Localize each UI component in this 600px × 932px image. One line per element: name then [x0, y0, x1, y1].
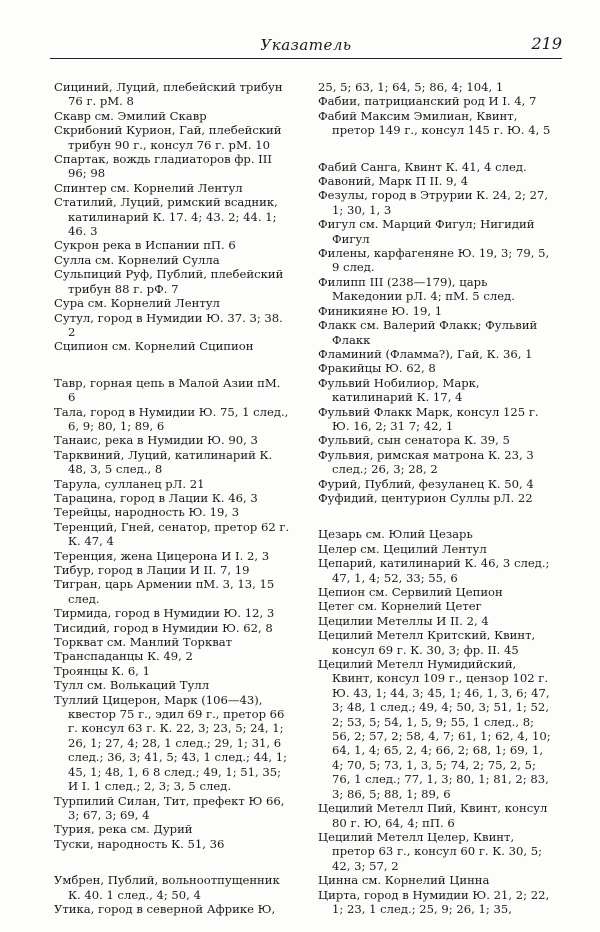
section-gap	[318, 138, 554, 160]
index-entry: Турпилий Силан, Тит, префект Ю 66, 3; 67, 3; 69, 4	[54, 793, 285, 822]
index-entry: Торкват см. Манлий Торкват	[54, 635, 233, 650]
section-gap	[54, 851, 290, 873]
index-entry: Тарацина, город в Лации К. 46, 3	[54, 490, 258, 505]
index-column-right	[318, 80, 554, 916]
page-header	[50, 34, 562, 59]
index-entry: Сукрон река в Испании пП. 6	[54, 238, 236, 253]
index-entry: Тарула, сулланец рЛ. 21	[54, 476, 205, 491]
index-entry: Цинна см. Корнелий Цинна	[318, 873, 490, 888]
index-entry: Цирта, город в Нумидии Ю. 21, 2; 22, 1; 23, 1 след.; 25, 9; 26, 1; 35,	[318, 887, 550, 916]
index-entry: Фульвий Флакк Марк, консул 125 г. Ю. 16, 2; 31 7; 42, 1	[318, 404, 539, 433]
page-number: 219	[531, 34, 562, 53]
index-entry: Цезарь см. Юлий Цезарь	[318, 527, 473, 542]
index-entry: Сульпиций Руф, Публий, плебейский трибун 88 г. рФ. 7	[54, 267, 284, 296]
index-entry: Туски, народность К. 51, 36	[54, 836, 225, 851]
index-entry: Цетег см. Корнелий Цетег	[318, 599, 482, 614]
index-entry: Филипп III (238—179), царь Македонии рЛ. 4; пМ. 5 след.	[318, 274, 515, 304]
index-entry: Тарквиний, Луций, катилинарий К. 48, 3, 5 след., 8	[54, 447, 273, 477]
index-entry: Фламиний (Фламма?), Гай, К. 36, 1	[318, 346, 533, 361]
index-entry: Умбрен, Публий, вольноотпущенник К. 40. 1 след., 4; 50, 4	[54, 873, 280, 902]
index-entry: Фульвия, римская матрона К. 23, 3 след.; 26, 3; 28, 2	[318, 447, 534, 477]
index-entry: Цецилий Метелл Пий, Квинт, консул 80 г. Ю, 64, 4; пП. 6	[318, 801, 548, 830]
index-entry: Тисидий, город в Нумидии Ю. 62, 8	[54, 620, 273, 635]
index-entry: Фабии, патрицианский род И I. 4, 7	[318, 94, 537, 109]
index-entry: Сципион см. Корнелий Сципион	[54, 339, 254, 354]
index-column-left	[54, 80, 290, 916]
index-entry: Цецилий Метелл Целер, Квинт, претор 63 г., консул 60 г. К. 30, 5; 42, 3; 57, 2	[318, 829, 543, 873]
index-entry: Скрибоний Курион, Гай, плебейский трибун 90 г., консул 76 г. рМ. 10	[54, 123, 282, 152]
index-entry: Троянцы К. 6, 1	[54, 663, 151, 678]
index-entry: Спартак, вождь гладиаторов фр. III 96; 98	[54, 152, 272, 181]
section-gap	[318, 505, 554, 527]
index-entry: Фавоний, Марк П II. 9, 4	[318, 174, 469, 189]
index-entry: Терейцы, народность Ю. 19, 3	[54, 505, 240, 520]
index-entry: Финикияне Ю. 19, 1	[318, 303, 443, 318]
index-entry: Скавр см. Эмилий Скавр	[54, 108, 207, 123]
index-entry: Турия, река см. Дурий	[54, 822, 193, 837]
index-entry: Филены, карфагеняне Ю. 19, 3; 79, 5, 9 след.	[318, 246, 550, 275]
index-entry: Тулл см. Волькаций Тулл	[54, 678, 210, 693]
index-entry: Теренций, Гней, сенатор, претор 62 г. К. 47, 4	[54, 519, 290, 549]
index-entry: Цепион см. Сервилий Цепион	[318, 585, 503, 599]
index-entry: Транспаданцы К. 49, 2	[54, 649, 193, 664]
index-entry: Тирмида, город в Нумидии Ю. 12, 3	[54, 606, 275, 621]
index-entry: Сициний, Луций, плебейский трибун 76 г. рМ. 8	[54, 80, 283, 109]
index-entry: Тавр, горная цепь в Малой Азии пМ. 6	[54, 375, 281, 405]
index-entry: Фигул см. Марций Фигул; Нигидий Фигул	[318, 217, 535, 246]
index-entry: Цецилий Метелл Нумидийский, Квинт, консул 109 г., цензор 102 г. Ю. 43, 1; 44, 3; 45, 1; 46, 1, 3, 6; 47, 3; 48, 1 след.; 49, 4; 50, 3; 51, 1; 52, 2; 53, 5; 54, 1, 5, 9; 55, 1 след., 8; 56, 2; 57, 2; 58, 4, 7; 61, 1; 62, 4, 10; 64, 1, 4; 65, 2, 4; 66, 2; 68, 1; 69, 1, 4; 70, 5; 73, 1, 3, 5; 74, 2; 75, 2, 5; 76, 1 след.; 77, 1, 3; 80, 1; 81, 2; 83, 3; 86, 5; 88, 1; 89, 6	[318, 657, 551, 801]
index-entry: Тибур, город в Лации И II. 7, 19	[54, 563, 250, 577]
index-entry: Фульвий Нобилиор, Марк, катилинарий К. 17, 4	[318, 375, 480, 405]
index-entry: Тала, город в Нумидии Ю. 75, 1 след., 6, 9; 80, 1; 89, 6	[54, 404, 289, 433]
index-entry: Статилий, Луций, римский всадник, катилинарий К. 17. 4; 43. 2; 44. 1; 46. 3	[54, 195, 278, 239]
index-entry: Теренция, жена Цицерона И I. 2, 3	[54, 548, 270, 563]
index-entry: Сулла см. Корнелий Сулла	[54, 252, 220, 267]
section-gap	[54, 354, 290, 376]
index-entry: Тигран, царь Армении пМ. 3, 13, 15 след.	[54, 577, 275, 606]
index-entry: Фезулы, город в Этрурии К. 24, 2; 27, 1; 30, 1, 3	[318, 188, 549, 217]
index-entry: Фульвий, сын сенатора К. 39, 5	[318, 433, 510, 448]
index-entry: Фабий Санга, Квинт К. 41, 4 след.	[318, 159, 527, 174]
index-entry: Туллий Цицерон, Марк (106—43), квестор 75 г., эдил 69 г., претор 66 г. консул 63 г. К. 22, 3; 23, 5; 24, 1; 26, 1; 27, 4; 28, 1 след.; 29, 1; 31, 6 след.; 36, 3; 41, 5; 43, 1 след.; 44, 1; 45, 1; 48, 1, 6 8 след.; 49, 1; 51, 35; И I. 1 след.; 2, 3; 3, 5 след.	[54, 692, 288, 794]
index-entry: Целер см. Цецилий Лентул	[318, 541, 487, 556]
index-entry: Флакк см. Валерий Флакк; Фульвий Флакк	[318, 318, 538, 347]
index-entry: Утика, город в северной Африке Ю,	[54, 901, 276, 916]
index-entry: Сура см. Корнелий Лентул	[54, 296, 220, 311]
index-entry: Сутул, город в Нумидии Ю. 37. 3; 38. 2	[54, 310, 283, 339]
index-entry: Фуфидий, центурион Суллы рЛ. 22	[318, 490, 533, 505]
index-entry: Фабий Максим Эмилиан, Квинт, претор 149 г., консул 145 г. Ю. 4, 5	[318, 108, 551, 138]
index-entry: Спинтер см. Корнелий Лентул	[54, 180, 243, 195]
index-entry: Фурий, Публий, фезуланец К. 50, 4	[318, 476, 534, 491]
index-entry: Танаис, река в Нумидии Ю. 90, 3	[54, 433, 258, 448]
index-entry: Фракийцы Ю. 62, 8	[318, 361, 436, 376]
index-entry: Цепарий, катилинарий К. 46, 3 след.; 47, 1, 4; 52, 33; 55, 6	[318, 556, 550, 585]
index-entry: 25, 5; 63, 1; 64, 5; 86, 4; 104, 1	[318, 80, 504, 94]
index-entry: Цецилии Метеллы И II. 2, 4	[318, 613, 489, 628]
running-title: Указатель	[260, 36, 352, 54]
index-entry: Цецилий Метелл Критский, Квинт, консул 69 г. К. 30, 3; фр. II. 45	[318, 628, 536, 657]
